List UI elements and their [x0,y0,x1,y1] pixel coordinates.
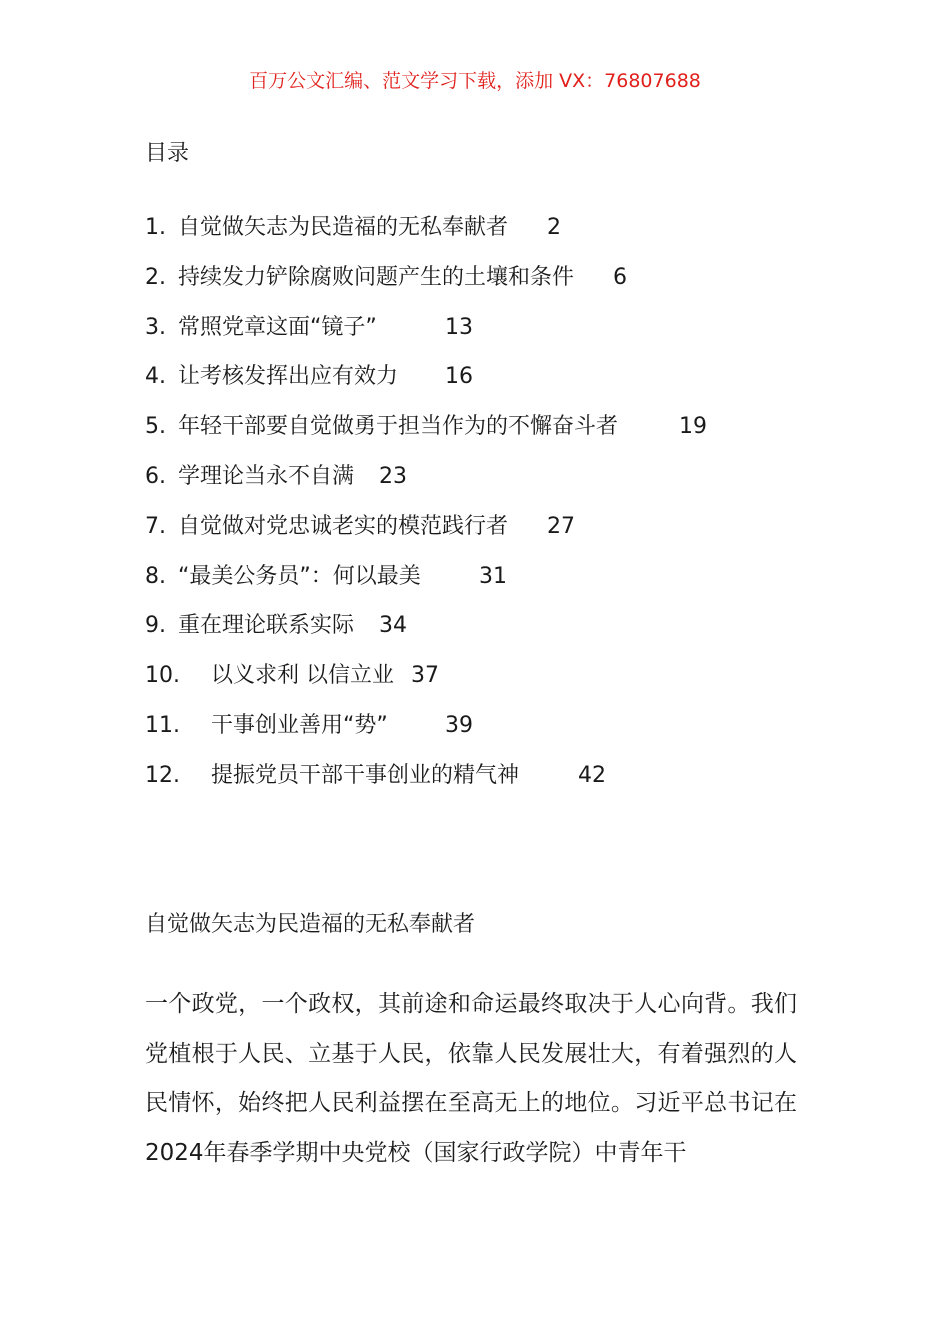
toc-item-1[interactable] [145,210,845,260]
toc-item-page: 39 [445,712,473,738]
toc-item-number: 12. [145,762,180,788]
toc-item-number: 7. [145,513,166,539]
toc-item-page: 6 [613,264,627,290]
toc-item-title: 重在理论联系实际 [178,613,355,639]
toc-item-number: 5. [145,414,166,440]
toc-item-title: 以义求利 以信立业 [211,663,394,689]
toc-item-title: 让考核发挥出应有效力 [178,364,399,390]
toc-item-page: 31 [479,563,507,589]
toc-item-number: 10. [145,663,180,689]
toc-item-title: 自觉做对党忠诚老实的模范践行者 [178,513,509,539]
table-of-contents [145,210,845,808]
toc-item-title: 年轻干部要自觉做勇于担当作为的不懈奋斗者 [178,414,619,440]
toc-item-number: 3. [145,314,166,340]
toc-title: 目录 [145,141,190,166]
toc-item-7[interactable] [145,509,845,559]
toc-item-number: 1. [145,215,166,240]
toc-item-3[interactable] [145,310,845,360]
toc-item-number: 8. [145,563,166,589]
toc-item-10[interactable] [145,658,845,708]
toc-item-5[interactable] [145,409,845,459]
toc-item-8[interactable] [145,559,845,609]
article-paragraph: 一个政党，一个政权，其前途和命运最终取决于人心向背。我们党植根于人民、立基于人民，依靠人民发展壮大，有着强烈的人民情怀，始终把人民利益摆在至高无上的地位。习近平总书记在2024年春季学期中央党校（国家行政学院）中青年干 [145,991,797,1166]
toc-item-title: 持续发力铲除腐败问题产生的土壤和条件 [178,264,575,290]
toc-item-page: 42 [578,762,606,788]
toc-item-title: “最美公务员”：何以最美 [178,563,421,589]
toc-item-page: 27 [547,513,575,539]
toc-item-page: 23 [379,463,407,489]
toc-item-page: 19 [679,414,707,440]
toc-item-number: 6. [145,463,166,489]
toc-item-title: 自觉做矢志为民造福的无私奉献者 [178,215,509,240]
toc-item-6[interactable] [145,459,845,509]
toc-item-page: 16 [445,364,473,390]
toc-item-page: 34 [379,613,407,639]
toc-item-page: 37 [411,663,439,689]
toc-item-9[interactable] [145,608,845,658]
toc-item-11[interactable] [145,708,845,758]
toc-item-number: 11. [145,712,180,738]
toc-item-12[interactable] [145,758,845,808]
toc-item-page: 13 [445,314,473,340]
toc-item-4[interactable] [145,359,845,409]
toc-item-title: 提振党员干部干事创业的精气神 [211,762,520,788]
article-title: 自觉做矢志为民造福的无私奉献者 [145,912,476,937]
toc-item-title: 常照党章这面“镜子” [178,314,377,340]
toc-item-title: 学理论当永不自满 [178,463,355,489]
toc-item-page: 2 [547,215,561,240]
toc-item-number: 4. [145,364,166,390]
toc-item-number: 2. [145,264,166,290]
toc-item-number: 9. [145,613,166,639]
toc-item-2[interactable] [145,260,845,310]
header-banner: 百万公文汇编、范文学习下载，添加 VX：76807688 [249,70,701,92]
toc-item-title: 干事创业善用“势” [211,712,388,738]
